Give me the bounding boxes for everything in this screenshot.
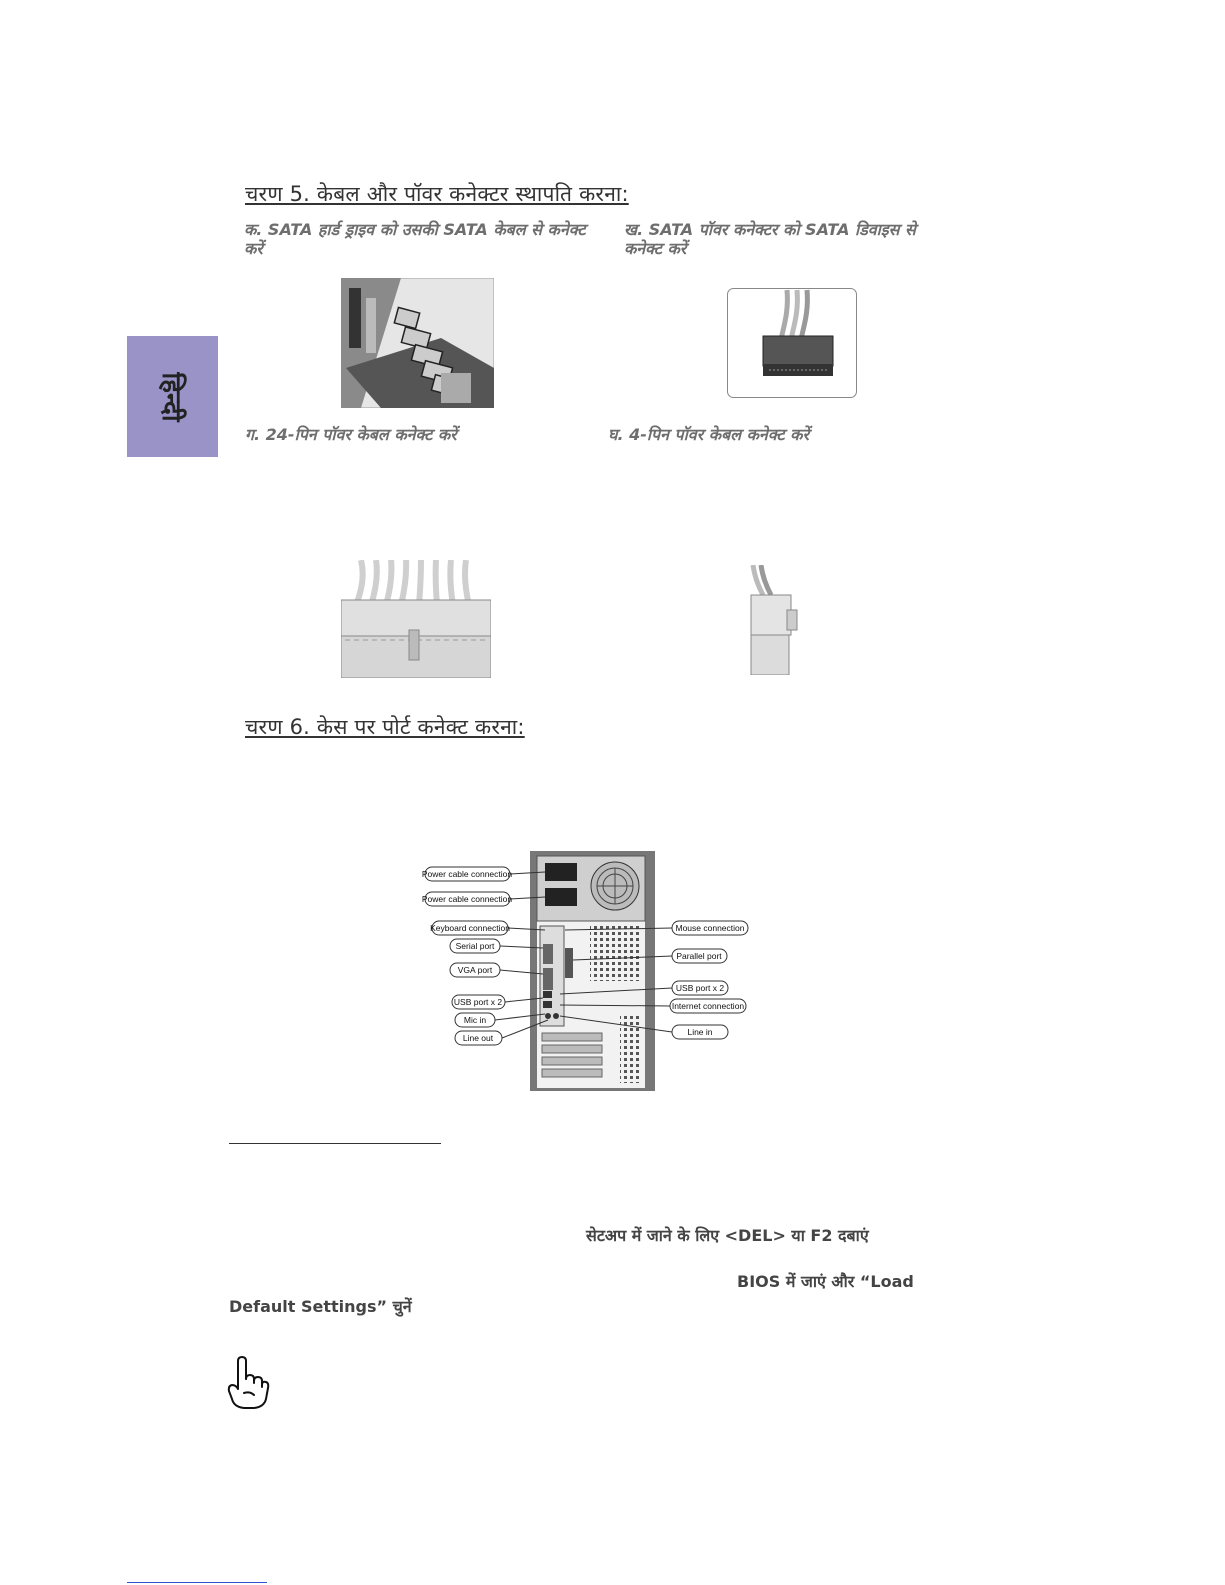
label-serial-port: Serial port bbox=[455, 941, 495, 951]
label-usb-left: USB port x 2 bbox=[453, 997, 503, 1007]
label-line-in: Line in bbox=[687, 1027, 713, 1037]
label-internet: Internet connection bbox=[671, 1001, 745, 1011]
caption-d: घ. 4-पिन पॉवर केबल कनेक्ट करें bbox=[608, 425, 809, 444]
label-usb-right: USB port x 2 bbox=[675, 983, 725, 993]
bios-default-text: Default Settings” चुनें bbox=[229, 1297, 412, 1316]
label-mouse: Mouse connection bbox=[675, 923, 745, 933]
side-tab-label: हिन्दी bbox=[155, 371, 186, 422]
pointing-hand-icon bbox=[224, 1355, 272, 1411]
bios-load-text: BIOS में जाएं और “Load bbox=[737, 1272, 914, 1291]
label-keyboard: Keyboard connection bbox=[430, 923, 510, 933]
footnote-rule bbox=[229, 1143, 441, 1144]
4pin-cable-image bbox=[745, 565, 800, 675]
24pin-cable-image bbox=[341, 560, 491, 678]
language-side-tab bbox=[127, 336, 218, 457]
bios-setup-text: सेटअप में जाने के लिए <DEL> या F2 दबाएं bbox=[586, 1226, 869, 1245]
caption-b: ख. SATA पॉवर कनेक्टर को SATA डिवाइस से कनेक्ट करें bbox=[624, 220, 916, 258]
caption-c: ग. 24-पिन पॉवर केबल कनेक्ट करें bbox=[245, 425, 457, 444]
step5-heading: चरण 5. केबल और पॉवर कनेक्टर स्थापति करना: bbox=[245, 182, 629, 206]
caption-a: क. SATA हार्ड ड्राइव को उसकी SATA केबल से कनेक्ट करें bbox=[244, 220, 586, 258]
step6-heading: चरण 6. केस पर पोर्ट कनेक्ट करना: bbox=[245, 715, 525, 739]
label-vga-port: VGA port bbox=[457, 965, 493, 975]
sata-power-image bbox=[727, 288, 857, 398]
label-power-cable-2: Power cable connection bbox=[421, 894, 513, 904]
label-mic-in: Mic in bbox=[463, 1015, 487, 1025]
footer-link-rule bbox=[127, 1582, 267, 1583]
label-parallel-port: Parallel port bbox=[676, 951, 722, 961]
sata-drive-image bbox=[341, 278, 494, 408]
label-line-out: Line out bbox=[462, 1033, 494, 1043]
case-ports-diagram bbox=[420, 848, 760, 1093]
label-power-cable-1: Power cable connection bbox=[421, 869, 513, 879]
